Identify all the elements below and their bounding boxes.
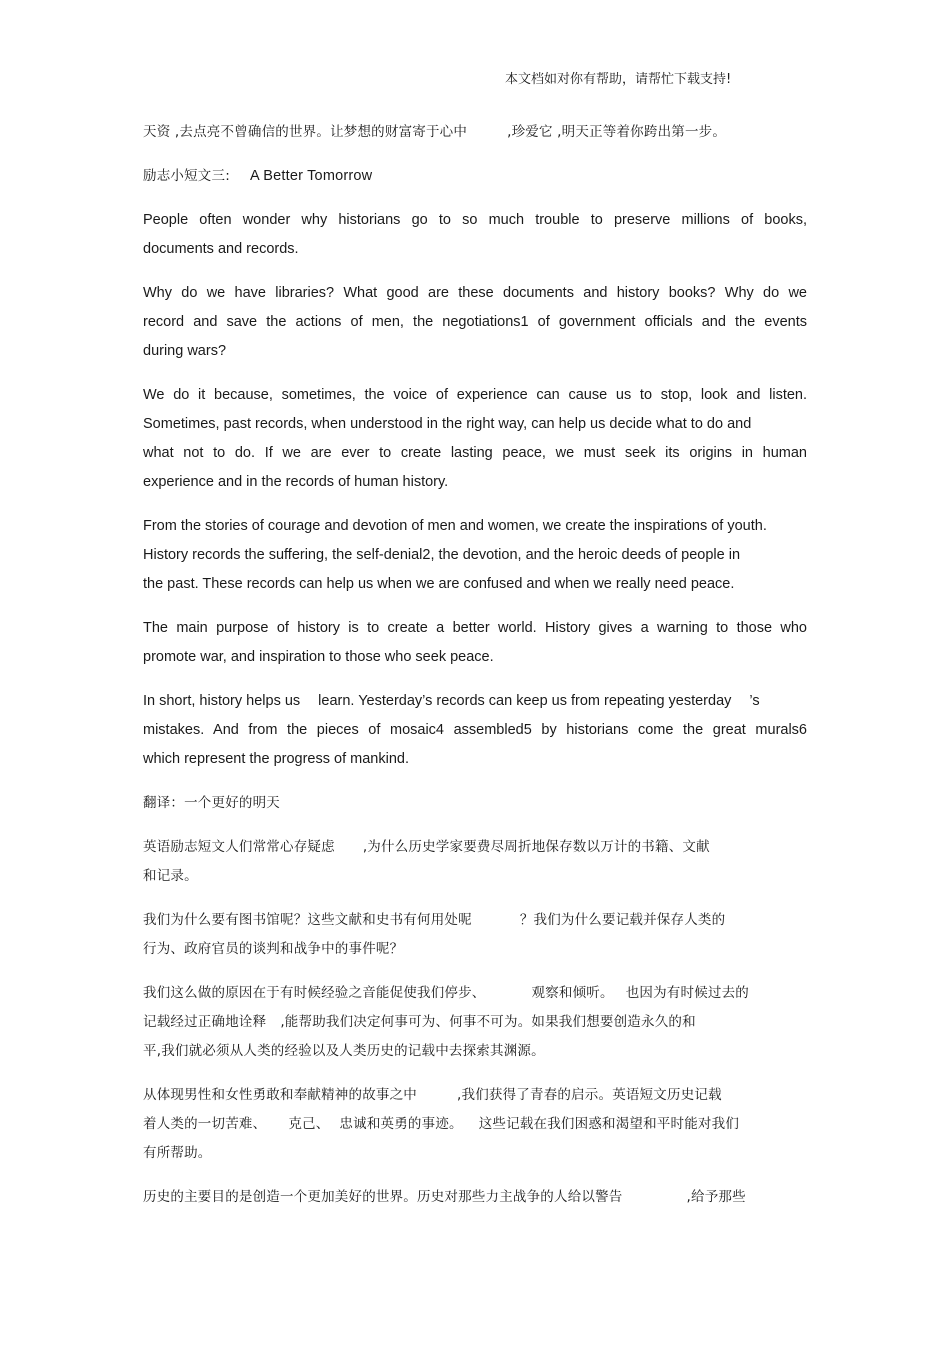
text-line: mistakes. And from the pieces of mosaic4 assembled5 by historians come the great murals6 [143,722,807,738]
text-line: 有所帮助。 [143,1145,212,1161]
paragraph-chinese-3 [143,979,807,1066]
text-line: Why do we have libraries? What good are these documents and history books? Why do we [143,285,807,301]
paragraph-english-1 [143,206,807,264]
text-line [143,906,807,935]
paragraph-intro-continuation [143,118,807,147]
text-line [143,833,807,862]
text-line [143,1008,807,1037]
text-segment: ,能帮助我们决定何事可为、何事不可为。如果我们想要创造永久的和 [280,1014,696,1030]
text-line [143,1081,807,1110]
section-heading [143,162,807,191]
text-line: the past. These records can help us when we are confused and when we really need peace. [143,576,735,592]
translation-heading: 翻译：一个更好的明天 [143,795,280,811]
text-segment: 这些记载在我们困惑和渴望和平时能对我们 [478,1116,740,1132]
text-segment: ？我们为什么要记载并保存人类的 [519,912,726,928]
text-segment: ,给予那些 [686,1189,746,1205]
text-segment: ,珍爱它 ,明天正等着你跨出第一步。 [507,124,727,140]
heading-title: A Better Tomorrow [249,168,373,184]
text-line: which represent the progress of mankind. [143,751,409,767]
text-line [143,687,807,716]
paragraph-english-2 [143,279,807,366]
text-line: We do it because, sometimes, the voice of experience can cause us to stop, look and listen. [143,387,807,403]
text-segment: In short, history helps us [143,693,301,709]
text-segment: 也因为有时候过去的 [625,985,750,1001]
text-segment: 天资 ,去点亮不曾确信的世界。让梦想的财富寄于心中 [143,124,468,140]
heading-label: 励志小短文三: [143,168,230,184]
download-support-note: 本文档如对你有帮助，请帮忙下载支持! [505,72,732,87]
paragraph-english-3 [143,381,807,497]
text-segment: 着人类的一切苦难、 [143,1116,267,1132]
text-line: From the stories of courage and devotion of men and women, we create the inspirations of youth. [143,518,767,534]
text-segment: 记载经过正确地诠释 [143,1014,267,1030]
text-segment: 忠诚和英勇的事迹。 [339,1116,463,1132]
paragraph-chinese-4 [143,1081,807,1168]
text-line: what not to do. If we are ever to create lasting peace, we must seek its origins in human [143,445,807,461]
text-line: 平,我们就必须从人类的经验以及人类历史的记载中去探索其渊源。 [143,1043,545,1059]
text-line [143,1110,807,1139]
text-segment: ,我们获得了青春的启示。英语短文历史记载 [457,1087,722,1103]
text-line: during wars? [143,343,227,359]
text-line: 和记录。 [143,868,198,884]
text-line [143,979,807,1008]
text-line: 行为、政府官员的谈判和战争中的事件呢？ [143,941,404,957]
text-segment: ,为什么历史学家要费尽周折地保存数以万计的书籍、文献 [362,839,710,855]
text-segment: 克己、 [288,1116,330,1132]
text-line: documents and records. [143,241,299,257]
document-body [143,118,807,1227]
text-line [143,1183,807,1212]
text-segment: 我们这么做的原因在于有时候经验之音能促使我们停步、 [143,985,486,1001]
paragraph-english-4 [143,512,807,599]
text-line: promote war, and inspiration to those who seek peace. [143,649,494,665]
text-segment: ’s [749,693,760,709]
text-line: experience and in the records of human history. [143,474,449,490]
text-segment: learn. Yesterday [318,693,423,709]
text-segment: 历史的主要目的是创造一个更加美好的世界。历史对那些力主战争的人给以警告 [143,1189,623,1205]
text-segment: 我们为什么要有图书馆呢？这些文献和史书有何用处呢 [143,912,472,928]
paragraph-chinese-1 [143,833,807,891]
paragraph-english-6 [143,687,807,774]
paragraph-chinese-2 [143,906,807,964]
text-line: Sometimes, past records, when understood in the right way, can help us decide what to do and [143,416,752,432]
text-line: People often wonder why historians go to so much trouble to preserve millions of books, [143,212,807,228]
text-line: record and save the actions of men, the negotiations1 of government officials and the events [143,314,807,330]
text-segment: 英语励志短文人们常常心存疑虑 [143,839,335,855]
text-line: History records the suffering, the self-denial2, the devotion, and the heroic deeds of people in [143,547,741,563]
text-segment: ’s records can keep us from repeating yesterday [422,693,732,709]
paragraph-chinese-5 [143,1183,807,1212]
paragraph-english-5 [143,614,807,672]
text-segment: 观察和倾听。 [531,985,614,1001]
text-segment: 从体现男性和女性勇敢和奉献精神的故事之中 [143,1087,417,1103]
text-line: The main purpose of history is to create a better world. History gives a warning to those who [143,620,807,636]
